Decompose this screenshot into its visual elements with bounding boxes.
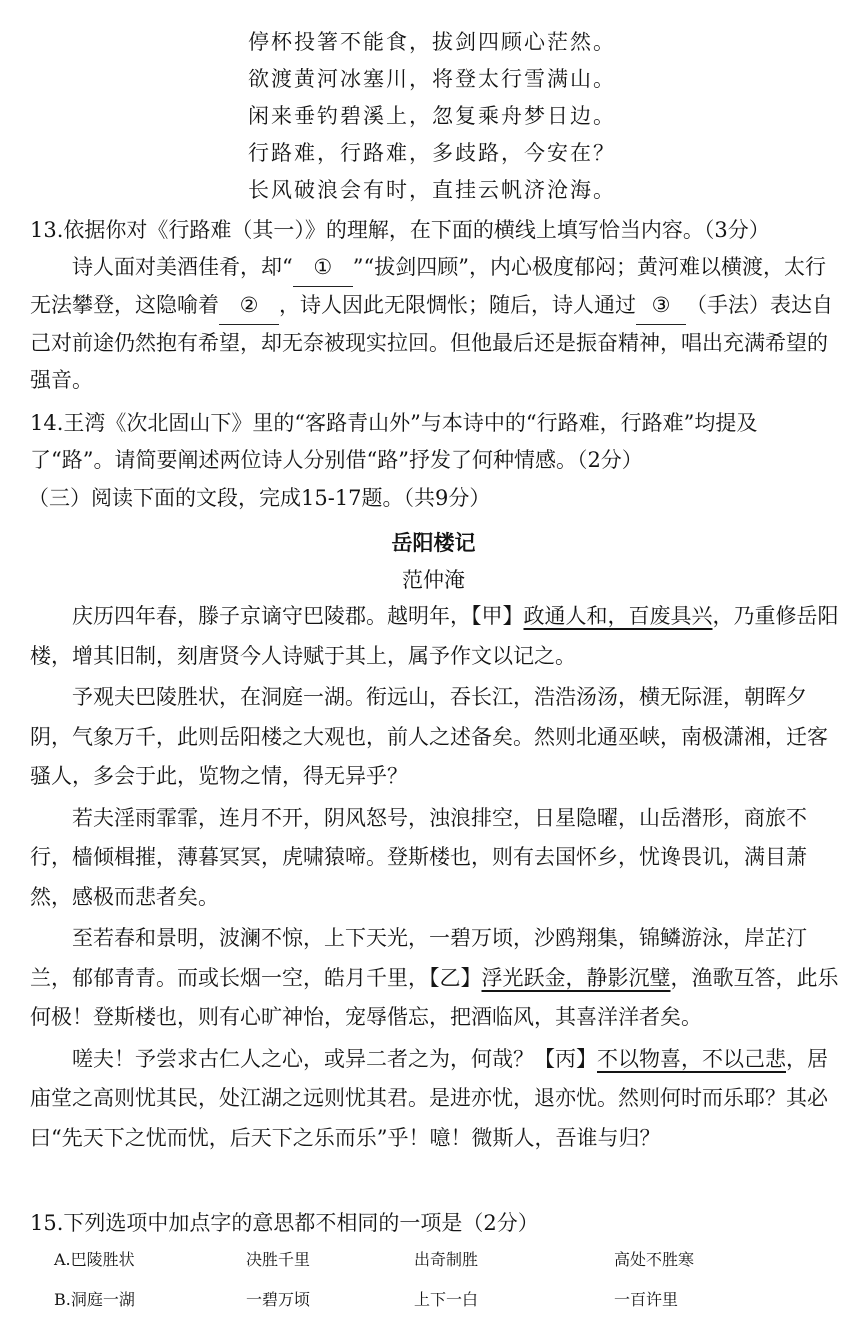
poem-line: 行路难，行路难，多歧路，今安在？	[248, 141, 616, 165]
p1-text-rest: ，乃重修岳阳楼，增其旧制，刻唐贤今人诗赋于其上，属予作文以记之。	[30, 604, 839, 668]
option-a-item: 决胜千里	[246, 1250, 311, 1269]
option-b-item: 一百许里	[614, 1290, 679, 1309]
option-row-b	[54, 1280, 814, 1320]
essay-paragraph-1	[30, 597, 840, 676]
question-13-stem: 13.依据你对《行路难（其一）》的理解，在下面的横线上填写恰当内容。（3分）	[30, 218, 770, 242]
question-14: 14.王湾《次北固山下》里的“客路青山外”与本诗中的“行路难，行路难”均提及了“路”。请简要阐述两位诗人分别借“路”抒发了何种情感。（2分）	[30, 411, 758, 472]
underlined-bing: 不以物喜，不以己悲	[597, 1046, 786, 1071]
poem-line: 停杯投箸不能食，拔剑四顾心茫然。	[248, 30, 616, 54]
question-15-stem: 15.下列选项中加点字的意思都不相同的一项是（2分）	[30, 1211, 539, 1235]
essay-title: 岳阳楼记	[391, 530, 476, 555]
p4-text: 至若春和景明，波澜不惊，上下天光，一碧万顷，沙鸥翔集，锦鳞游泳，岸芷汀兰，郁郁青青。而或长烟一空，皓月千里，	[30, 926, 807, 990]
p5-text: 嗟夫！予尝求古仁人之心，或异二者之为，何哉？	[72, 1046, 534, 1071]
blank-2: ②	[219, 287, 279, 325]
mark-yi: 【乙】	[429, 965, 482, 990]
section-3-heading: （三）阅读下面的文段，完成15-17题。（共9分）	[28, 486, 491, 510]
p4-text-rest: ，渔歌互答，此乐何极！登斯楼也，则有心旷神怡，宠辱偕忘，把酒临风，其喜洋洋者矣。	[30, 965, 839, 1029]
q13-text-1: 诗人面对美酒佳肴，却“	[72, 255, 293, 279]
option-b-item: 一碧万顷	[246, 1290, 311, 1309]
q13-text-4: （手法）表达自己对前途仍然抱有希望，却无奈被现实拉回。但他最后还是振奋精神，唱出充满希望的强音。	[30, 293, 833, 392]
q13-text-3: ，诗人因此无限惆怅；随后，诗人通过	[279, 293, 636, 317]
essay-paragraph-2: 予观夫巴陵胜状，在洞庭一湖。衔远山，吞长江，浩浩汤汤，横无际涯，朝晖夕阴，气象万千，此则岳阳楼之大观也，前人之述备矣。然则北通巫峡，南极潇湘，迁客骚人，多会于此，览物之情，得无异乎？	[30, 685, 828, 788]
mark-bing: 【丙】	[534, 1046, 597, 1071]
question-13-body	[30, 249, 840, 399]
poem-line: 长风破浪会有时，直挂云帆济沧海。	[248, 178, 616, 202]
essay-paragraph-4	[30, 919, 840, 1038]
poem-line: 闲来垂钓碧溪上，忽复乘舟梦日边。	[248, 104, 616, 128]
essay-author: 范仲淹	[402, 568, 465, 592]
poem-line: 欲渡黄河冰塞川，将登太行雪满山。	[248, 67, 616, 91]
p5-text-rest: ，居庙堂之高则忧其民，处江湖之远则忧其君。是进亦忧，退亦忧。然则何时而乐耶？其必曰“先天下之忧而忧，后天下之乐而乐”乎！噫！微斯人，吾谁与归？	[30, 1046, 828, 1150]
option-row-a	[54, 1240, 814, 1280]
underlined-jia: 政通人和，百废具兴	[523, 604, 713, 628]
blank-1: ①	[293, 249, 353, 287]
blank-3: ③	[636, 287, 686, 325]
poem	[248, 24, 616, 209]
question-15-options	[54, 1240, 814, 1322]
mark-jia: 【甲】	[471, 604, 524, 628]
option-b-item: B.洞庭一湖	[54, 1290, 135, 1309]
essay-paragraph-5	[30, 1040, 840, 1159]
q13-text-2: ”“拔剑四顾”，内心极度郁闷；黄河难以横渡，太行无法攀登，这隐喻着	[30, 255, 826, 317]
underlined-yi: 浮光跃金，静影沉璧	[481, 965, 671, 990]
p1-text: 庆历四年春，滕子京谪守巴陵郡。越明年，	[72, 604, 471, 628]
option-a-item: 出奇制胜	[414, 1250, 479, 1269]
option-a-item: A.巴陵胜状	[54, 1250, 135, 1269]
essay-body	[30, 597, 840, 1158]
essay-paragraph-3: 若夫淫雨霏霏，连月不开，阴风怒号，浊浪排空，日星隐曜，山岳潜形，商旅不行，樯倾楫摧，薄暮冥冥，虎啸猿啼。登斯楼也，则有去国怀乡，忧谗畏讥，满目萧然，感极而悲者矣。	[30, 805, 807, 909]
option-b-item: 上下一白	[414, 1290, 479, 1309]
option-a-item: 高处不胜寒	[614, 1250, 695, 1269]
